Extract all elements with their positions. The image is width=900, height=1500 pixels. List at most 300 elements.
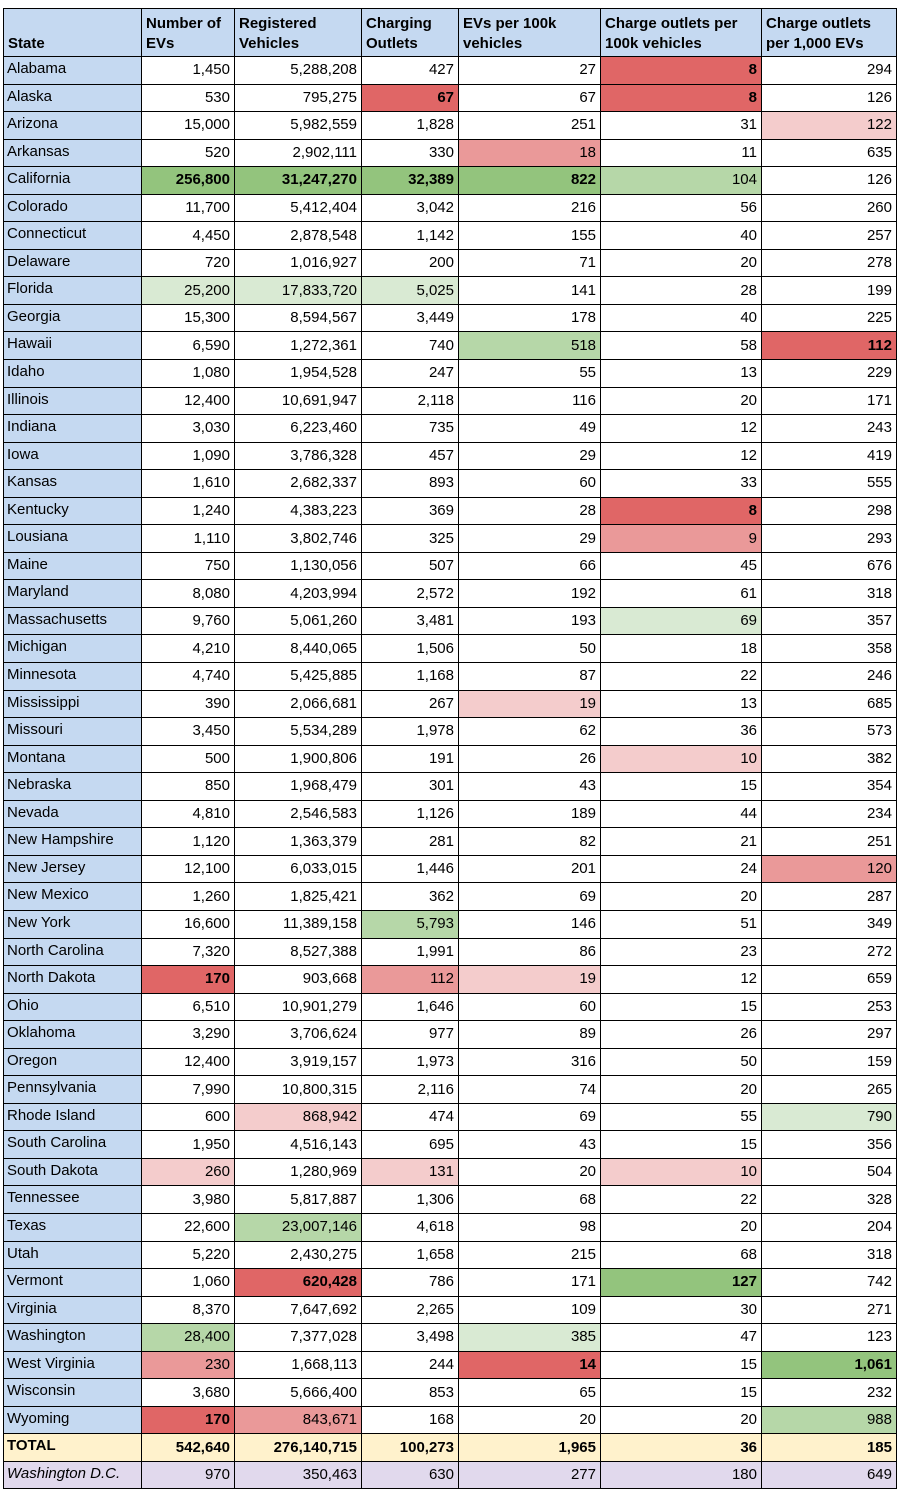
cell-outlets-per-100k: 20 (601, 883, 762, 911)
cell-number-of-evs: 530 (142, 84, 235, 112)
cell-evs-per-100k: 67 (459, 84, 601, 112)
table-row (4, 1351, 897, 1379)
ev-data-table (3, 8, 897, 1489)
cell-number-of-evs: 542,640 (142, 1434, 235, 1462)
cell-number-of-evs: 1,950 (142, 1131, 235, 1159)
cell-number-of-evs: 12,400 (142, 1048, 235, 1076)
header-registered-vehicles: Registered Vehicles (235, 9, 362, 57)
cell-charging-outlets: 457 (362, 442, 459, 470)
cell-evs-per-100k: 116 (459, 387, 601, 415)
cell-number-of-evs: 390 (142, 690, 235, 718)
cell-registered-vehicles: 276,140,715 (235, 1434, 362, 1462)
state-name: Arkansas (4, 139, 142, 167)
state-name: New Hampshire (4, 828, 142, 856)
cell-outlets-per-1000-evs: 185 (762, 1434, 897, 1462)
cell-evs-per-100k: 69 (459, 883, 601, 911)
cell-charging-outlets: 330 (362, 139, 459, 167)
cell-registered-vehicles: 5,061,260 (235, 607, 362, 635)
cell-charging-outlets: 1,446 (362, 855, 459, 883)
cell-charging-outlets: 244 (362, 1351, 459, 1379)
cell-evs-per-100k: 60 (459, 470, 601, 498)
cell-number-of-evs: 1,060 (142, 1269, 235, 1297)
cell-outlets-per-100k: 20 (601, 387, 762, 415)
cell-number-of-evs: 7,320 (142, 938, 235, 966)
cell-charging-outlets: 2,572 (362, 580, 459, 608)
total-label: TOTAL (4, 1434, 142, 1462)
cell-number-of-evs: 1,080 (142, 360, 235, 388)
cell-outlets-per-1000-evs: 246 (762, 663, 897, 691)
cell-charging-outlets: 1,973 (362, 1048, 459, 1076)
cell-outlets-per-1000-evs: 294 (762, 57, 897, 85)
cell-charging-outlets: 5,793 (362, 910, 459, 938)
cell-registered-vehicles: 23,007,146 (235, 1213, 362, 1241)
cell-outlets-per-1000-evs: 328 (762, 1186, 897, 1214)
state-name: Maine (4, 552, 142, 580)
cell-outlets-per-100k: 10 (601, 745, 762, 773)
cell-outlets-per-1000-evs: 349 (762, 910, 897, 938)
state-name: Washington (4, 1324, 142, 1352)
cell-number-of-evs: 170 (142, 966, 235, 994)
cell-number-of-evs: 3,680 (142, 1379, 235, 1407)
cell-evs-per-100k: 28 (459, 497, 601, 525)
cell-evs-per-100k: 62 (459, 718, 601, 746)
cell-charging-outlets: 630 (362, 1461, 459, 1489)
cell-outlets-per-100k: 45 (601, 552, 762, 580)
cell-charging-outlets: 893 (362, 470, 459, 498)
cell-outlets-per-1000-evs: 225 (762, 304, 897, 332)
cell-outlets-per-1000-evs: 357 (762, 607, 897, 635)
cell-evs-per-100k: 55 (459, 360, 601, 388)
cell-evs-per-100k: 86 (459, 938, 601, 966)
state-name: Rhode Island (4, 1103, 142, 1131)
state-name: Iowa (4, 442, 142, 470)
cell-charging-outlets: 1,658 (362, 1241, 459, 1269)
cell-number-of-evs: 3,980 (142, 1186, 235, 1214)
cell-outlets-per-1000-evs: 298 (762, 497, 897, 525)
cell-evs-per-100k: 43 (459, 773, 601, 801)
cell-evs-per-100k: 19 (459, 690, 601, 718)
state-name: Kansas (4, 470, 142, 498)
cell-charging-outlets: 5,025 (362, 277, 459, 305)
state-name: Lousiana (4, 525, 142, 553)
header-number-of-evs: Number of EVs (142, 9, 235, 57)
cell-outlets-per-100k: 12 (601, 415, 762, 443)
cell-number-of-evs: 25,200 (142, 277, 235, 305)
cell-outlets-per-1000-evs: 120 (762, 855, 897, 883)
cell-number-of-evs: 750 (142, 552, 235, 580)
cell-outlets-per-100k: 31 (601, 112, 762, 140)
cell-outlets-per-100k: 21 (601, 828, 762, 856)
table-row (4, 1269, 897, 1297)
table-row (4, 84, 897, 112)
cell-registered-vehicles: 5,817,887 (235, 1186, 362, 1214)
header-evs-per-100k: EVs per 100k vehicles (459, 9, 601, 57)
cell-outlets-per-100k: 55 (601, 1103, 762, 1131)
table-row (4, 139, 897, 167)
cell-outlets-per-100k: 15 (601, 1351, 762, 1379)
cell-registered-vehicles: 6,033,015 (235, 855, 362, 883)
table-row (4, 663, 897, 691)
cell-number-of-evs: 8,370 (142, 1296, 235, 1324)
table-row (4, 497, 897, 525)
cell-charging-outlets: 325 (362, 525, 459, 553)
cell-outlets-per-100k: 8 (601, 497, 762, 525)
table-row (4, 883, 897, 911)
cell-charging-outlets: 362 (362, 883, 459, 911)
cell-outlets-per-100k: 104 (601, 167, 762, 195)
cell-number-of-evs: 11,700 (142, 194, 235, 222)
cell-outlets-per-1000-evs: 265 (762, 1076, 897, 1104)
state-name: Mississippi (4, 690, 142, 718)
cell-charging-outlets: 474 (362, 1103, 459, 1131)
cell-charging-outlets: 427 (362, 57, 459, 85)
cell-evs-per-100k: 50 (459, 635, 601, 663)
cell-evs-per-100k: 87 (459, 663, 601, 691)
cell-evs-per-100k: 215 (459, 1241, 601, 1269)
table-row (4, 1076, 897, 1104)
state-name: Montana (4, 745, 142, 773)
cell-registered-vehicles: 843,671 (235, 1406, 362, 1434)
table-row (4, 415, 897, 443)
cell-outlets-per-1000-evs: 253 (762, 993, 897, 1021)
table-row (4, 1186, 897, 1214)
table-row (4, 910, 897, 938)
cell-outlets-per-1000-evs: 790 (762, 1103, 897, 1131)
cell-registered-vehicles: 10,901,279 (235, 993, 362, 1021)
cell-registered-vehicles: 5,534,289 (235, 718, 362, 746)
cell-charging-outlets: 200 (362, 249, 459, 277)
cell-outlets-per-1000-evs: 251 (762, 828, 897, 856)
cell-outlets-per-1000-evs: 988 (762, 1406, 897, 1434)
header-charging-outlets: Charging Outlets (362, 9, 459, 57)
cell-outlets-per-1000-evs: 232 (762, 1379, 897, 1407)
cell-evs-per-100k: 189 (459, 800, 601, 828)
cell-outlets-per-1000-evs: 271 (762, 1296, 897, 1324)
cell-evs-per-100k: 216 (459, 194, 601, 222)
cell-charging-outlets: 1,306 (362, 1186, 459, 1214)
table-row (4, 1048, 897, 1076)
cell-evs-per-100k: 29 (459, 442, 601, 470)
state-name: California (4, 167, 142, 195)
cell-charging-outlets: 32,389 (362, 167, 459, 195)
cell-outlets-per-100k: 56 (601, 194, 762, 222)
table-row (4, 1241, 897, 1269)
cell-charging-outlets: 1,828 (362, 112, 459, 140)
cell-outlets-per-1000-evs: 685 (762, 690, 897, 718)
cell-evs-per-100k: 66 (459, 552, 601, 580)
cell-charging-outlets: 786 (362, 1269, 459, 1297)
cell-registered-vehicles: 795,275 (235, 84, 362, 112)
cell-registered-vehicles: 8,527,388 (235, 938, 362, 966)
cell-registered-vehicles: 5,288,208 (235, 57, 362, 85)
cell-outlets-per-1000-evs: 1,061 (762, 1351, 897, 1379)
cell-outlets-per-1000-evs: 126 (762, 84, 897, 112)
cell-outlets-per-1000-evs: 297 (762, 1021, 897, 1049)
cell-evs-per-100k: 29 (459, 525, 601, 553)
state-name: Tennessee (4, 1186, 142, 1214)
cell-outlets-per-1000-evs: 649 (762, 1461, 897, 1489)
cell-outlets-per-100k: 12 (601, 442, 762, 470)
cell-registered-vehicles: 11,389,158 (235, 910, 362, 938)
cell-outlets-per-1000-evs: 555 (762, 470, 897, 498)
cell-outlets-per-100k: 30 (601, 1296, 762, 1324)
cell-charging-outlets: 369 (362, 497, 459, 525)
table-row (4, 993, 897, 1021)
cell-outlets-per-1000-evs: 272 (762, 938, 897, 966)
cell-outlets-per-100k: 33 (601, 470, 762, 498)
cell-evs-per-100k: 1,965 (459, 1434, 601, 1462)
cell-outlets-per-100k: 26 (601, 1021, 762, 1049)
cell-number-of-evs: 1,110 (142, 525, 235, 553)
cell-evs-per-100k: 155 (459, 222, 601, 250)
cell-outlets-per-100k: 44 (601, 800, 762, 828)
cell-charging-outlets: 735 (362, 415, 459, 443)
cell-evs-per-100k: 201 (459, 855, 601, 883)
cell-registered-vehicles: 8,594,567 (235, 304, 362, 332)
cell-evs-per-100k: 518 (459, 332, 601, 360)
cell-outlets-per-1000-evs: 504 (762, 1158, 897, 1186)
cell-charging-outlets: 301 (362, 773, 459, 801)
state-name: South Dakota (4, 1158, 142, 1186)
cell-evs-per-100k: 251 (459, 112, 601, 140)
cell-registered-vehicles: 5,412,404 (235, 194, 362, 222)
cell-evs-per-100k: 171 (459, 1269, 601, 1297)
cell-outlets-per-100k: 11 (601, 139, 762, 167)
cell-outlets-per-1000-evs: 318 (762, 1241, 897, 1269)
state-name: Idaho (4, 360, 142, 388)
cell-outlets-per-100k: 8 (601, 57, 762, 85)
header-outlets-per-100k: Charge outlets per 100k vehicles (601, 9, 762, 57)
cell-registered-vehicles: 868,942 (235, 1103, 362, 1131)
table-row (4, 938, 897, 966)
state-name: Indiana (4, 415, 142, 443)
cell-number-of-evs: 1,090 (142, 442, 235, 470)
total-row (4, 1434, 897, 1462)
cell-outlets-per-1000-evs: 676 (762, 552, 897, 580)
cell-outlets-per-1000-evs: 260 (762, 194, 897, 222)
cell-registered-vehicles: 2,546,583 (235, 800, 362, 828)
table-row (4, 773, 897, 801)
cell-charging-outlets: 853 (362, 1379, 459, 1407)
cell-registered-vehicles: 3,706,624 (235, 1021, 362, 1049)
cell-registered-vehicles: 31,247,270 (235, 167, 362, 195)
cell-number-of-evs: 1,450 (142, 57, 235, 85)
state-name: Wyoming (4, 1406, 142, 1434)
cell-outlets-per-100k: 40 (601, 304, 762, 332)
state-name: Texas (4, 1213, 142, 1241)
cell-charging-outlets: 507 (362, 552, 459, 580)
cell-registered-vehicles: 350,463 (235, 1461, 362, 1489)
cell-number-of-evs: 22,600 (142, 1213, 235, 1241)
state-name: Utah (4, 1241, 142, 1269)
cell-outlets-per-1000-evs: 318 (762, 580, 897, 608)
cell-charging-outlets: 3,498 (362, 1324, 459, 1352)
cell-number-of-evs: 600 (142, 1103, 235, 1131)
cell-evs-per-100k: 316 (459, 1048, 601, 1076)
cell-registered-vehicles: 17,833,720 (235, 277, 362, 305)
cell-registered-vehicles: 2,066,681 (235, 690, 362, 718)
cell-outlets-per-100k: 15 (601, 1131, 762, 1159)
cell-number-of-evs: 12,400 (142, 387, 235, 415)
cell-evs-per-100k: 192 (459, 580, 601, 608)
state-name: West Virginia (4, 1351, 142, 1379)
cell-evs-per-100k: 146 (459, 910, 601, 938)
cell-number-of-evs: 4,740 (142, 663, 235, 691)
cell-evs-per-100k: 193 (459, 607, 601, 635)
cell-outlets-per-100k: 47 (601, 1324, 762, 1352)
table-row (4, 1158, 897, 1186)
cell-charging-outlets: 2,116 (362, 1076, 459, 1104)
state-name: Delaware (4, 249, 142, 277)
cell-charging-outlets: 100,273 (362, 1434, 459, 1462)
cell-number-of-evs: 1,260 (142, 883, 235, 911)
table-row (4, 525, 897, 553)
cell-charging-outlets: 191 (362, 745, 459, 773)
cell-number-of-evs: 850 (142, 773, 235, 801)
cell-outlets-per-1000-evs: 112 (762, 332, 897, 360)
table-row (4, 1296, 897, 1324)
table-row (4, 800, 897, 828)
state-name: South Carolina (4, 1131, 142, 1159)
cell-number-of-evs: 6,510 (142, 993, 235, 1021)
cell-number-of-evs: 15,000 (142, 112, 235, 140)
cell-evs-per-100k: 82 (459, 828, 601, 856)
state-name: Alaska (4, 84, 142, 112)
table-row (4, 580, 897, 608)
state-name: Oklahoma (4, 1021, 142, 1049)
state-name: New Jersey (4, 855, 142, 883)
cell-registered-vehicles: 3,919,157 (235, 1048, 362, 1076)
cell-registered-vehicles: 1,130,056 (235, 552, 362, 580)
cell-outlets-per-100k: 180 (601, 1461, 762, 1489)
cell-number-of-evs: 256,800 (142, 167, 235, 195)
state-name: Alabama (4, 57, 142, 85)
cell-evs-per-100k: 98 (459, 1213, 601, 1241)
cell-charging-outlets: 695 (362, 1131, 459, 1159)
table-row (4, 828, 897, 856)
table-row (4, 690, 897, 718)
table-row (4, 1379, 897, 1407)
cell-charging-outlets: 1,646 (362, 993, 459, 1021)
cell-charging-outlets: 1,126 (362, 800, 459, 828)
state-name: Ohio (4, 993, 142, 1021)
cell-registered-vehicles: 620,428 (235, 1269, 362, 1297)
cell-number-of-evs: 8,080 (142, 580, 235, 608)
cell-outlets-per-1000-evs: 287 (762, 883, 897, 911)
table-row (4, 277, 897, 305)
table-row (4, 304, 897, 332)
cell-charging-outlets: 977 (362, 1021, 459, 1049)
table-row (4, 112, 897, 140)
cell-evs-per-100k: 14 (459, 1351, 601, 1379)
cell-registered-vehicles: 4,516,143 (235, 1131, 362, 1159)
table-row (4, 855, 897, 883)
table-row (4, 1103, 897, 1131)
cell-registered-vehicles: 3,802,746 (235, 525, 362, 553)
cell-registered-vehicles: 7,377,028 (235, 1324, 362, 1352)
state-name: Hawaii (4, 332, 142, 360)
dc-label: Washington D.C. (4, 1461, 142, 1489)
cell-outlets-per-1000-evs: 257 (762, 222, 897, 250)
cell-outlets-per-100k: 51 (601, 910, 762, 938)
table-row (4, 222, 897, 250)
cell-number-of-evs: 1,610 (142, 470, 235, 498)
cell-number-of-evs: 15,300 (142, 304, 235, 332)
cell-charging-outlets: 1,991 (362, 938, 459, 966)
cell-outlets-per-1000-evs: 171 (762, 387, 897, 415)
cell-outlets-per-1000-evs: 123 (762, 1324, 897, 1352)
cell-number-of-evs: 3,450 (142, 718, 235, 746)
cell-registered-vehicles: 1,280,969 (235, 1158, 362, 1186)
cell-registered-vehicles: 1,968,479 (235, 773, 362, 801)
cell-outlets-per-100k: 23 (601, 938, 762, 966)
table-row (4, 1213, 897, 1241)
cell-outlets-per-100k: 9 (601, 525, 762, 553)
table-row (4, 1406, 897, 1434)
cell-registered-vehicles: 1,016,927 (235, 249, 362, 277)
table-row (4, 718, 897, 746)
cell-registered-vehicles: 1,363,379 (235, 828, 362, 856)
cell-number-of-evs: 970 (142, 1461, 235, 1489)
state-name: Kentucky (4, 497, 142, 525)
cell-outlets-per-1000-evs: 354 (762, 773, 897, 801)
header-outlets-per-1000-evs: Charge outlets per 1,000 EVs (762, 9, 897, 57)
cell-outlets-per-100k: 28 (601, 277, 762, 305)
cell-outlets-per-100k: 10 (601, 1158, 762, 1186)
state-name: Missouri (4, 718, 142, 746)
cell-outlets-per-100k: 15 (601, 773, 762, 801)
table-row (4, 1324, 897, 1352)
state-name: Virginia (4, 1296, 142, 1324)
cell-outlets-per-100k: 12 (601, 966, 762, 994)
cell-evs-per-100k: 178 (459, 304, 601, 332)
cell-outlets-per-100k: 20 (601, 1406, 762, 1434)
state-name: Vermont (4, 1269, 142, 1297)
cell-outlets-per-100k: 8 (601, 84, 762, 112)
cell-registered-vehicles: 4,383,223 (235, 497, 362, 525)
cell-outlets-per-100k: 61 (601, 580, 762, 608)
table-row (4, 552, 897, 580)
cell-outlets-per-100k: 18 (601, 635, 762, 663)
cell-outlets-per-1000-evs: 229 (762, 360, 897, 388)
cell-number-of-evs: 16,600 (142, 910, 235, 938)
cell-number-of-evs: 1,120 (142, 828, 235, 856)
cell-outlets-per-100k: 22 (601, 1186, 762, 1214)
cell-charging-outlets: 247 (362, 360, 459, 388)
cell-outlets-per-100k: 127 (601, 1269, 762, 1297)
cell-outlets-per-100k: 40 (601, 222, 762, 250)
cell-outlets-per-1000-evs: 573 (762, 718, 897, 746)
state-name: Wisconsin (4, 1379, 142, 1407)
cell-outlets-per-100k: 50 (601, 1048, 762, 1076)
cell-registered-vehicles: 5,982,559 (235, 112, 362, 140)
cell-registered-vehicles: 1,825,421 (235, 883, 362, 911)
cell-number-of-evs: 4,810 (142, 800, 235, 828)
cell-evs-per-100k: 89 (459, 1021, 601, 1049)
cell-charging-outlets: 3,042 (362, 194, 459, 222)
table-row (4, 57, 897, 85)
table-row (4, 745, 897, 773)
cell-outlets-per-1000-evs: 635 (762, 139, 897, 167)
cell-charging-outlets: 2,118 (362, 387, 459, 415)
cell-charging-outlets: 3,449 (362, 304, 459, 332)
cell-outlets-per-100k: 58 (601, 332, 762, 360)
table-row (4, 1131, 897, 1159)
cell-registered-vehicles: 3,786,328 (235, 442, 362, 470)
cell-registered-vehicles: 5,666,400 (235, 1379, 362, 1407)
state-name: Arizona (4, 112, 142, 140)
cell-number-of-evs: 4,210 (142, 635, 235, 663)
